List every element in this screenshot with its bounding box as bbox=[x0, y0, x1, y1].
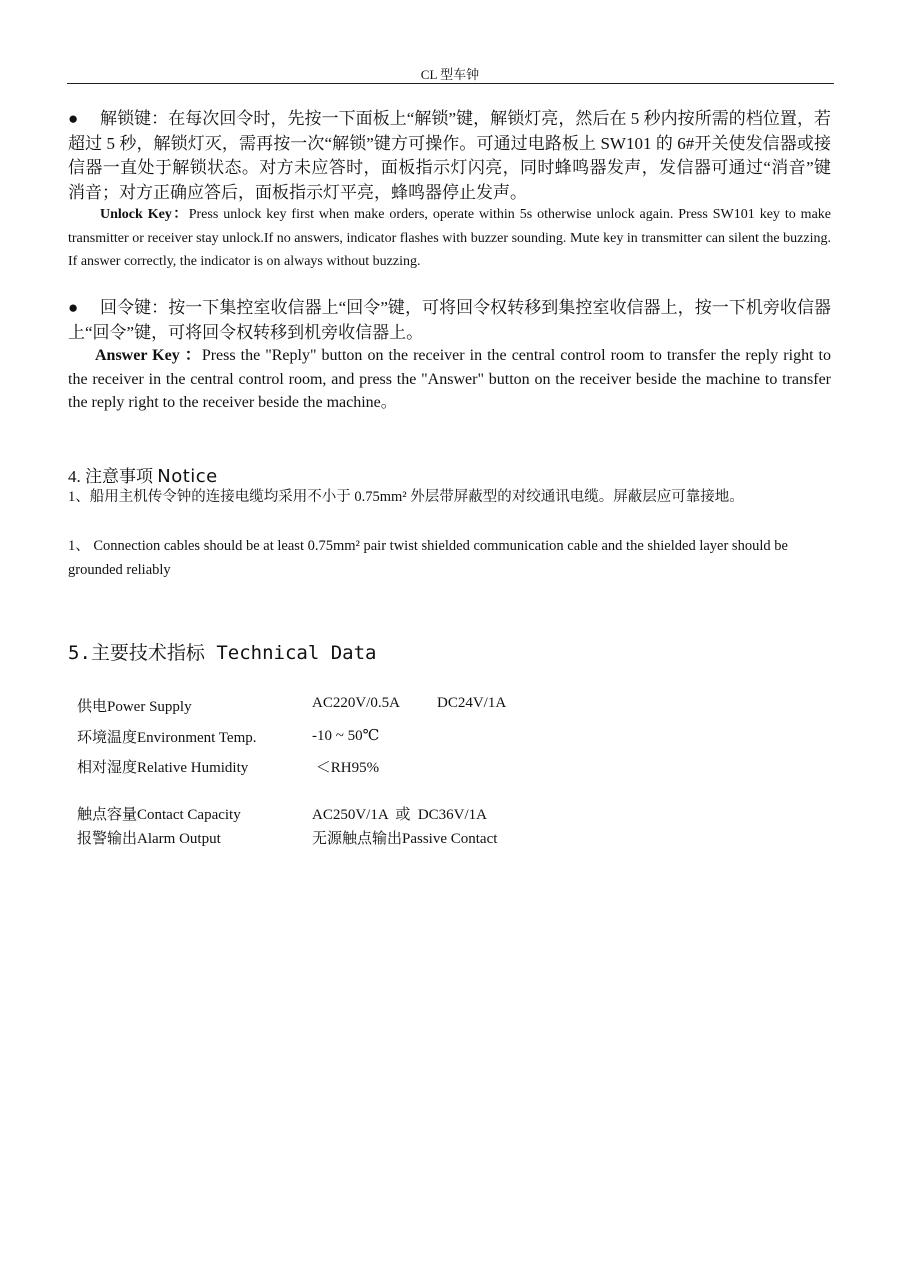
spec-label-alarm-output: 报警输出Alarm Output bbox=[77, 831, 221, 847]
answer-key-en-paragraph bbox=[68, 344, 831, 415]
unlock-key-en-paragraph bbox=[68, 203, 831, 274]
spec-value-power-supply: AC220V/0.5A bbox=[312, 695, 400, 711]
spec-value-relative-humidity: ＜RH95% bbox=[312, 760, 380, 776]
answer-key-zh-text: 回令键：按一下集控室收信器上“回令”键，可将回令权转移到集控室收信器上，按一下机旁收信器上“回令”键，可将回令权转移到机旁收信器上。 bbox=[68, 298, 831, 342]
spec-value2-power-supply: DC24V/1A bbox=[437, 695, 507, 711]
spec-value-alarm-output: 无源触点输出Passive Contact bbox=[312, 831, 498, 847]
notice-zh-text: 1、船用主机传令钟的连接电缆均采用不小于 0.75mm² 外层带屏蔽型的对绞通讯电缆。屏蔽层应可靠接地。 bbox=[68, 489, 744, 505]
spec-label-environment-temp: 环境温度Environment Temp. bbox=[77, 730, 257, 746]
notice-heading bbox=[68, 462, 218, 487]
header-divider bbox=[67, 83, 834, 84]
page-header-title: CL 型车钟 bbox=[420, 67, 480, 82]
spec-label-power-supply: 供电Power Supply bbox=[77, 699, 192, 715]
notice-heading-en: Notice bbox=[157, 466, 218, 487]
spec-value-contact-capacity: AC250V/1A 或 DC36V/1A bbox=[312, 807, 488, 823]
answer-key-en-label: Answer Key ： bbox=[95, 347, 202, 364]
notice-en-text: 1、 Connection cables should be at least 0.75mm² pair twist shielded communication cable and the shielded layer should be grounded reliably bbox=[68, 538, 788, 578]
spec-value-environment-temp: -10 ~ 50℃ bbox=[312, 728, 380, 744]
notice-heading-zh: 4. 注意事项 bbox=[68, 467, 153, 486]
answer-key-en-text: Press the "Reply" button on the receiver in the central control room to transfer the reply right to the receiver in the central control room, and press the "Answer" button on the receiver beside the machine to transfer the reply right to the receiver beside the machine。 bbox=[68, 347, 831, 411]
unlock-key-zh-paragraph bbox=[68, 107, 831, 205]
unlock-key-en-text: Press unlock key first when make orders, operate within 5s otherwise unlock again. Press SW101 key to make transmitter or receiver stay unlock.If no answers, indicator flashes with buzzer sounding. Mute key in transmitter can silent the buzzing. If answer correctly, the indicator is on always without buzzing. bbox=[68, 207, 832, 269]
bullet-icon: ● bbox=[68, 298, 79, 317]
spec-label-relative-humidity: 相对湿度Relative Humidity bbox=[77, 760, 249, 776]
bullet-icon: ● bbox=[68, 109, 79, 128]
unlock-key-zh-text: 解锁键：在每次回令时，先按一下面板上“解锁”键，解锁灯亮，然后在 5 秒内按所需的档位置，若超过 5 秒，解锁灯灭，需再按一次“解锁”键方可操作。可通过电路板上 SW101 的 6#开关使发信器或接信器一直处于解锁状态。对方未应答时，面板指示灯闪亮，同时蜂鸣器发声，发信器可通过“消音”键消音；对方正确应答后，面板指示灯平亮，蜂鸣器停止发声。 bbox=[68, 109, 831, 202]
answer-key-zh-paragraph bbox=[68, 296, 831, 345]
unlock-key-en-label: Unlock Key： bbox=[100, 207, 189, 222]
technical-data-heading: 5.主要技术指标 Technical Data bbox=[68, 642, 377, 664]
spec-label-contact-capacity: 触点容量Contact Capacity bbox=[77, 807, 241, 823]
